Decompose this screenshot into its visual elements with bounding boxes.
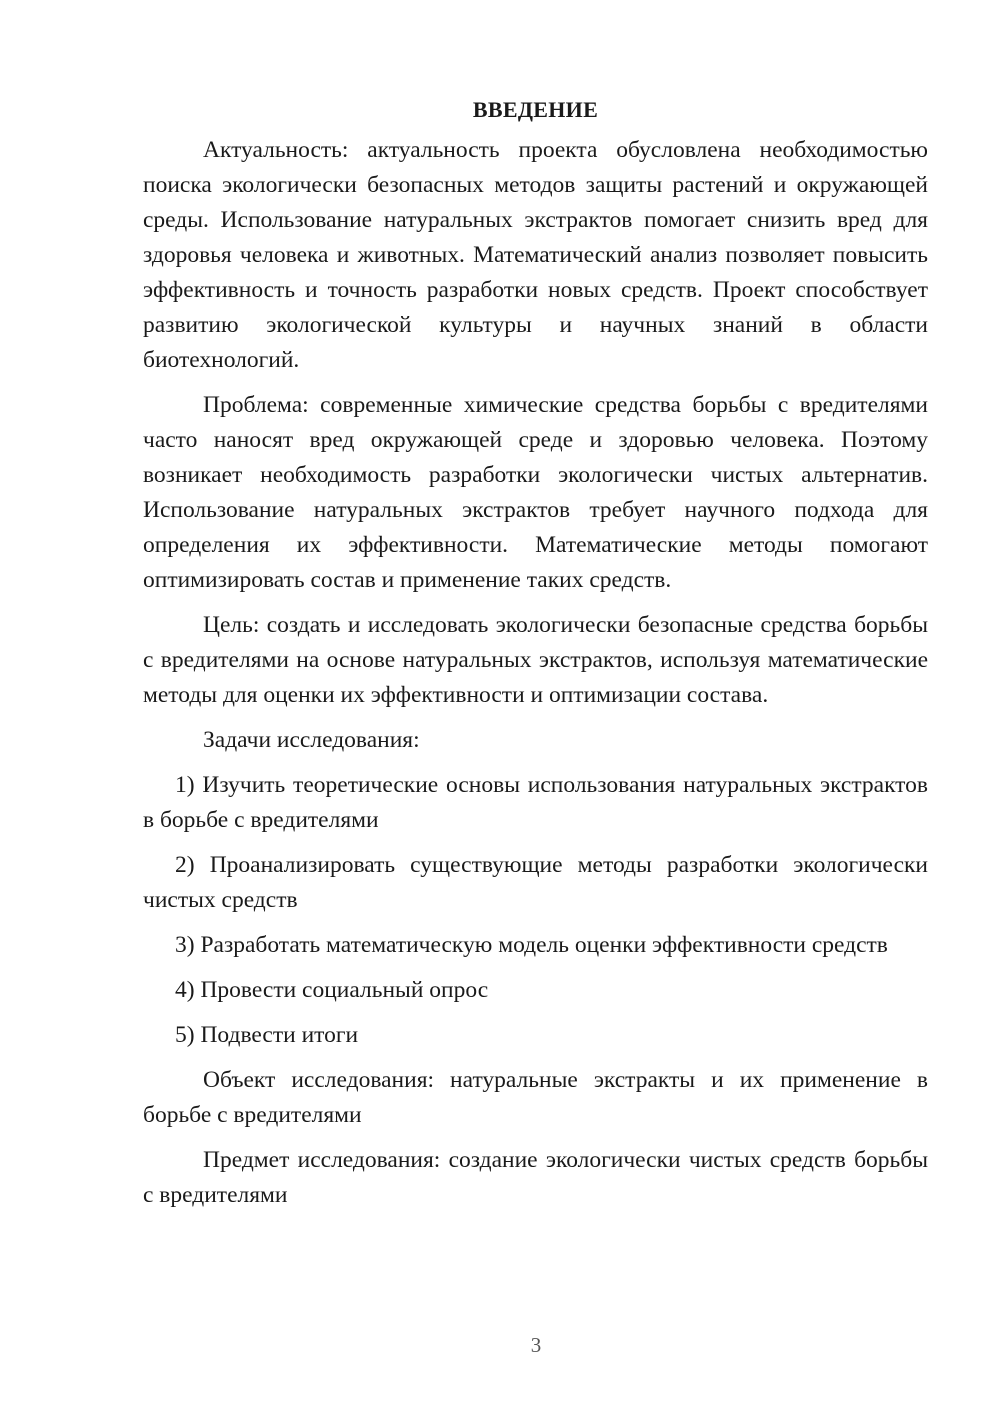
problem-paragraph: Проблема: современные химические средства борьбы с вредителями часто наносят вред окружающей среде и здоровью человека. Поэтому возникает необходимость разработки экологически чистых альтернатив. Использование натуральных экстрактов требует научного подхода для определения их эффективности. Математические методы помогают оптимизировать состав и применение таких средств.: [143, 392, 928, 593]
task-item-5: 5) Подвести итоги: [175, 1022, 359, 1048]
subject-paragraph: Предмет исследования: создание экологически чистых средств борьбы с вредителями: [143, 1147, 928, 1208]
task-item-4: 4) Провести социальный опрос: [175, 977, 489, 1003]
tasks-heading: Задачи исследования:: [203, 727, 420, 753]
page-number: 3: [530, 1333, 542, 1357]
task-item-2: 2) Проанализировать существующие методы разработки экологически чистых средств: [143, 852, 928, 913]
task-item-1: 1) Изучить теоретические основы использования натуральных экстрактов в борьбе с вредителями: [143, 772, 928, 833]
object-paragraph: Объект исследования: натуральные экстракты и их применение в борьбе с вредителями: [143, 1067, 928, 1128]
document-page: [143, 92, 928, 1223]
goal-paragraph: Цель: создать и исследовать экологически безопасные средства борьбы с вредителями на основе натуральных экстрактов, используя математические методы для оценки их эффективности и оптимизации состава.: [143, 612, 928, 708]
page-title: ВВЕДЕНИЕ: [472, 97, 599, 122]
relevance-paragraph: Актуальность: актуальность проекта обусловлена необходимостью поиска экологически безопасных методов защиты растений и окружающей среды. Использование натуральных экстрактов помогает снизить вред для здоровья человека и животных. Математический анализ позволяет повысить эффективность и точность разработки новых средств. Проект способствует развитию экологической культуры и научных знаний в области биотехнологий.: [143, 137, 928, 373]
task-item-3: 3) Разработать математическую модель оценки эффективности средств: [175, 932, 888, 958]
